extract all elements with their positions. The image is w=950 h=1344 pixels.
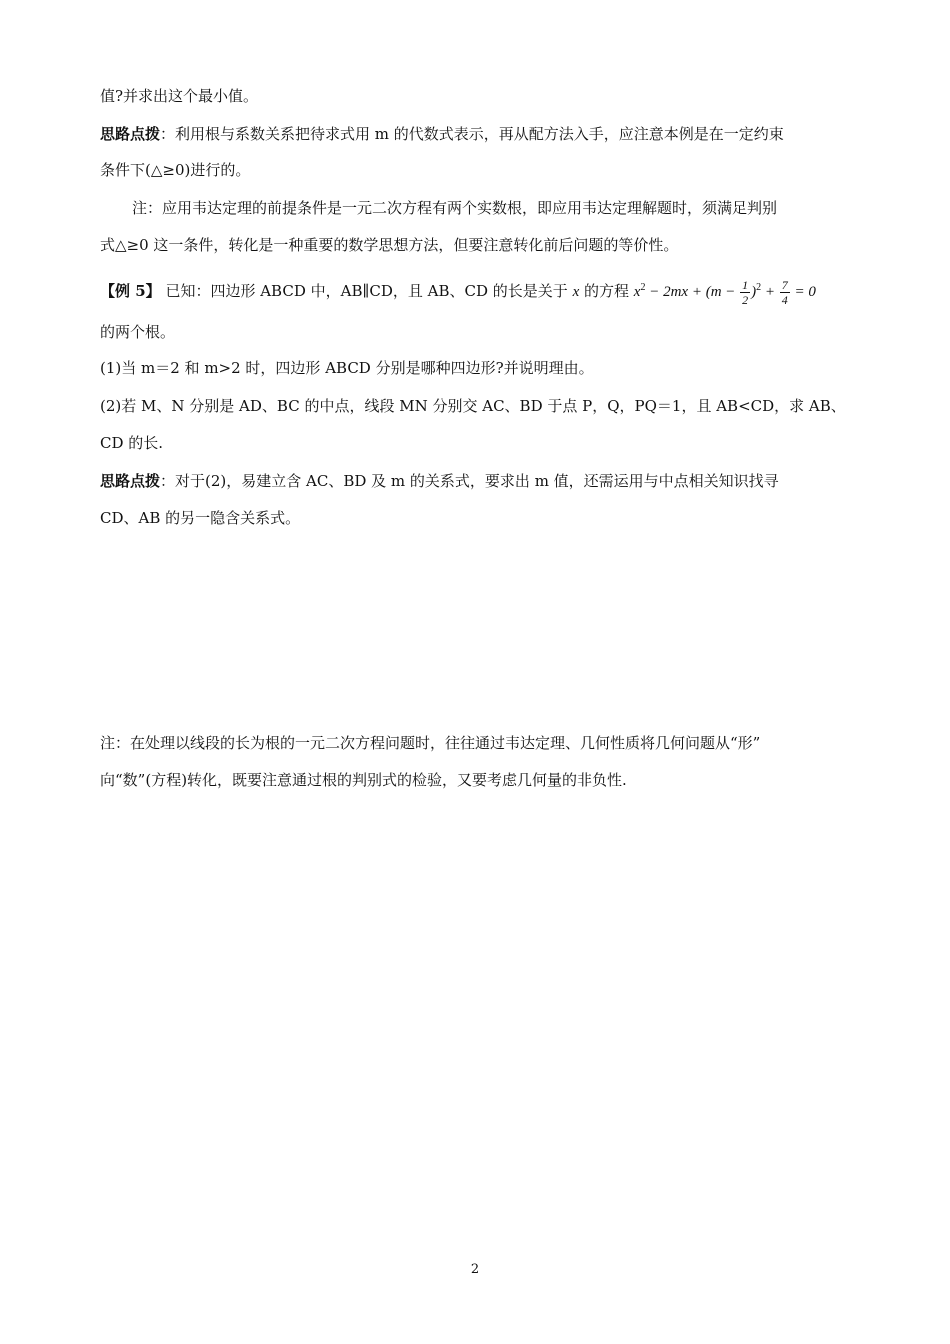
text-line: 条件下(△≥0)进行的。 [100, 161, 251, 179]
example-line [100, 278, 816, 307]
note-line: 注：在处理以线段的长为根的一元二次方程问题时，往往通过韦达定理、几何性质将几何问题从“形” [100, 734, 761, 752]
hint-line [100, 471, 779, 491]
question-line: CD 的长. [100, 434, 164, 452]
hint-label: 思路点拨 [100, 472, 161, 490]
eq-part: x [633, 284, 641, 300]
eq-part: − 2mx + (m − [645, 284, 740, 300]
example-label: 【例 5】 [100, 282, 161, 300]
equation [633, 278, 816, 308]
text-line: CD、AB 的另一隐含关系式。 [100, 509, 301, 527]
example-text: 已知：四边形 ABCD 中，AB∥CD，且 AB、CD 的长是关于 [160, 282, 573, 300]
text-line: 值?并求出这个最小值。 [100, 87, 259, 105]
hint-text: ：对于(2)，易建立含 AC、BD 及 m 的关系式，要求出 m 值，还需运用与中点相关知识找寻 [160, 472, 779, 490]
eq-part: = 0 [790, 284, 816, 300]
fraction-denominator: 4 [781, 293, 788, 308]
fraction-denominator: 2 [742, 293, 749, 308]
fraction-numerator: 1 [742, 278, 749, 293]
eq-exponent: 2 [756, 282, 762, 293]
hint-text: ：利用根与系数关系把待求式用 m 的代数式表示，再从配方法入手，应注意本例是在一定约束 [160, 125, 784, 143]
eq-part: ) [751, 284, 757, 300]
question-line: (1)当 m＝2 和 m>2 时，四边形 ABCD 分别是哪种四边形?并说明理由。 [100, 359, 594, 377]
fraction [780, 278, 790, 307]
eq-part: + [761, 284, 779, 300]
note-line: 注：应用韦达定理的前提条件是一元二次方程有两个实数根，即应用韦达定理解题时，须满足判别 [132, 199, 778, 217]
note-line: 向“数”(方程)转化，既要注意通过根的判别式的检验，又要考虑几何量的非负性. [100, 771, 627, 789]
hint-label: 思路点拨 [100, 125, 161, 143]
note-line: 式△≥0 这一条件，转化是一种重要的数学思想方法，但要注意转化前后问题的等价性。 [100, 236, 679, 254]
example-text: 的方程 [579, 282, 634, 300]
fraction [740, 278, 750, 307]
variable: x [572, 284, 580, 300]
eq-exponent: 2 [640, 282, 646, 293]
question-line: (2)若 M、N 分别是 AD、BC 的中点，线段 MN 分别交 AC、BD 于点 P，Q，PQ＝1，且 AB<CD，求 AB、 [100, 397, 846, 415]
hint-line [100, 124, 784, 144]
page-number: 2 [470, 1262, 480, 1277]
fraction-numerator: 7 [781, 278, 788, 293]
text-line: 的两个根。 [100, 323, 176, 341]
